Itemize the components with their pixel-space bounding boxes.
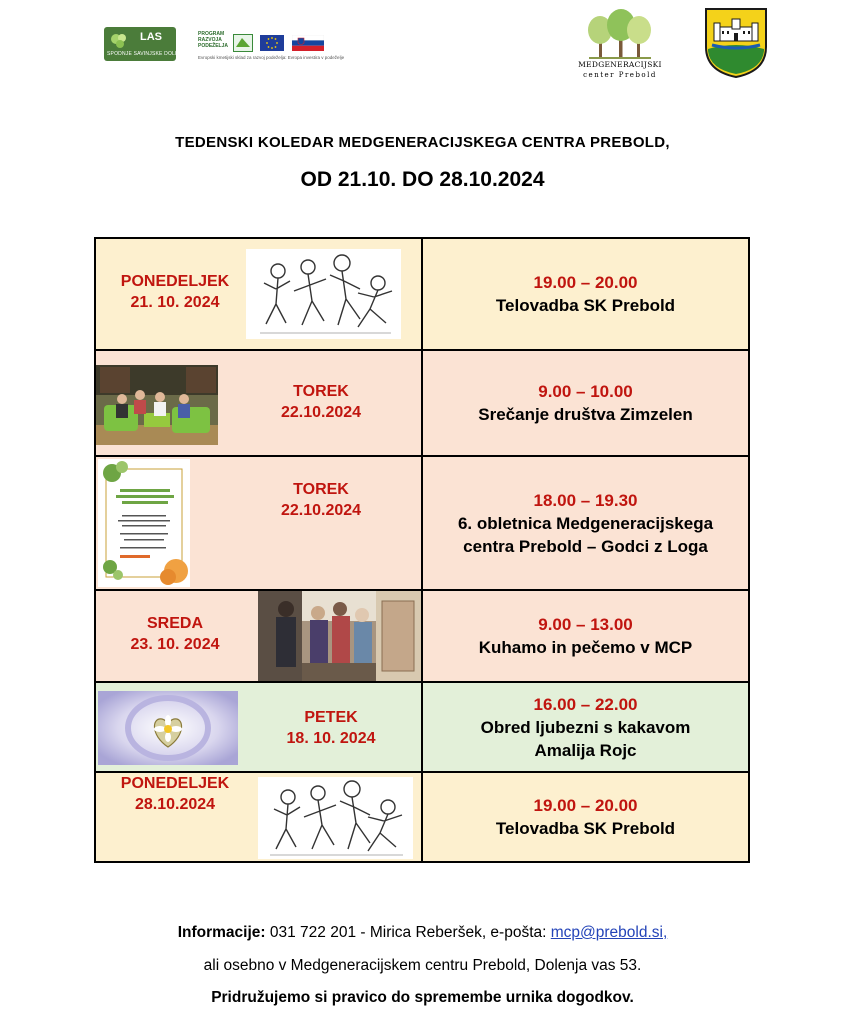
event-time: 9.00 – 10.00 [538, 382, 633, 401]
table-row [96, 457, 748, 589]
table-row [96, 773, 748, 861]
event-time: 9.00 – 13.00 [538, 615, 633, 634]
heart-daisy-image [98, 691, 238, 765]
contact-info [0, 924, 845, 942]
event-cell [423, 591, 748, 681]
email-link[interactable]: mcp@prebold.si, [550, 924, 668, 941]
dancing-figures-image [246, 249, 401, 339]
event-cell [423, 457, 748, 589]
event-title: Telovadba SK Prebold [495, 296, 676, 315]
day-cell [96, 591, 423, 681]
event-title-line-1: Obred ljubezni s kakavom [480, 717, 691, 737]
day-date: 21. 10. 2024 [130, 294, 220, 311]
table-row [96, 683, 748, 771]
day-cell [96, 457, 423, 589]
table-row [96, 239, 748, 349]
day-name: TOREK [293, 383, 349, 400]
dancing-figures-image [258, 777, 413, 859]
anniversary-invitation-flyer [98, 459, 190, 587]
day-date: 28.10.2024 [134, 796, 216, 813]
event-cell [423, 239, 748, 349]
las-logo-text: LAS [140, 31, 162, 43]
day-cell [96, 351, 423, 455]
leader-logo [233, 34, 253, 52]
day-cell [96, 683, 423, 771]
cooking-group-photo [258, 591, 421, 681]
event-time: 19.00 – 20.00 [533, 273, 638, 292]
day-date: 18. 10. 2024 [286, 730, 376, 747]
las-logo-subtext: SPODNJE SAVINJSKE DOLINE [107, 51, 184, 57]
event-time: 16.00 – 22.00 [533, 694, 638, 714]
event-cell [423, 683, 748, 771]
program-logo-text: PROGRAM RAZVOJA PODEŽELJA [198, 31, 229, 49]
day-name: SREDA [146, 615, 203, 632]
day-name: PETEK [304, 709, 358, 726]
info-label: Informacije: [177, 924, 266, 941]
day-name: PONEDELJEK [120, 775, 230, 792]
day-cell [96, 239, 423, 349]
prebold-coat-of-arms [704, 7, 768, 79]
trees-icon [575, 8, 665, 60]
group-meeting-photo [96, 365, 218, 445]
event-cell [423, 773, 748, 861]
event-title: Telovadba SK Prebold [495, 819, 676, 838]
info-text: 031 722 201 - Mirica Reberšek, e-pošta: [265, 924, 551, 941]
event-title-line-1: 6. obletnica Medgeneracijskega [457, 513, 714, 533]
day-date: 22.10.2024 [280, 404, 362, 421]
las-logo [104, 27, 184, 61]
mgc-logo-sub: center Prebold [583, 71, 657, 79]
disclaimer-line: Pridružujemo si pravico do spremembe urnika dogodkov. [211, 989, 634, 1006]
address-line: ali osebno v Medgeneracijskem centru Prebold, Dolenja vas 53. [203, 957, 642, 974]
date-range-title: OD 21.10. DO 28.10.2024 [300, 168, 545, 191]
day-name: TOREK [293, 481, 349, 498]
medgeneracijski-center-logo [575, 8, 665, 86]
day-cell [96, 773, 423, 861]
day-date: 23. 10. 2024 [130, 636, 220, 653]
leaf-icon [110, 32, 128, 50]
fund-text: Evropski kmetijski sklad za razvoj podeželja: Evropa investira v podeželje [198, 55, 345, 60]
mgc-logo-name: MEDGENERACIJSKI [578, 60, 662, 69]
table-row [96, 591, 748, 681]
page-title: TEDENSKI KOLEDAR MEDGENERACIJSKEGA CENTRA PREBOLD, [175, 134, 670, 151]
event-title-line-2: Amalija Rojc [534, 740, 637, 760]
event-title: Srečanje društva Zimzelen [478, 405, 693, 424]
event-time: 18.00 – 19.30 [533, 490, 638, 510]
day-date: 22.10.2024 [280, 502, 362, 519]
eu-flag-icon [260, 35, 284, 51]
event-title-line-2: centra Prebold – Godci z Loga [463, 536, 708, 556]
event-time: 19.00 – 20.00 [533, 796, 638, 815]
table-row [96, 351, 748, 455]
event-cell [423, 351, 748, 455]
slovenia-flag-icon [292, 35, 324, 51]
event-title: Kuhamo in pečemo v MCP [478, 638, 693, 657]
event-table [94, 237, 750, 863]
day-name: PONEDELJEK [120, 273, 230, 290]
